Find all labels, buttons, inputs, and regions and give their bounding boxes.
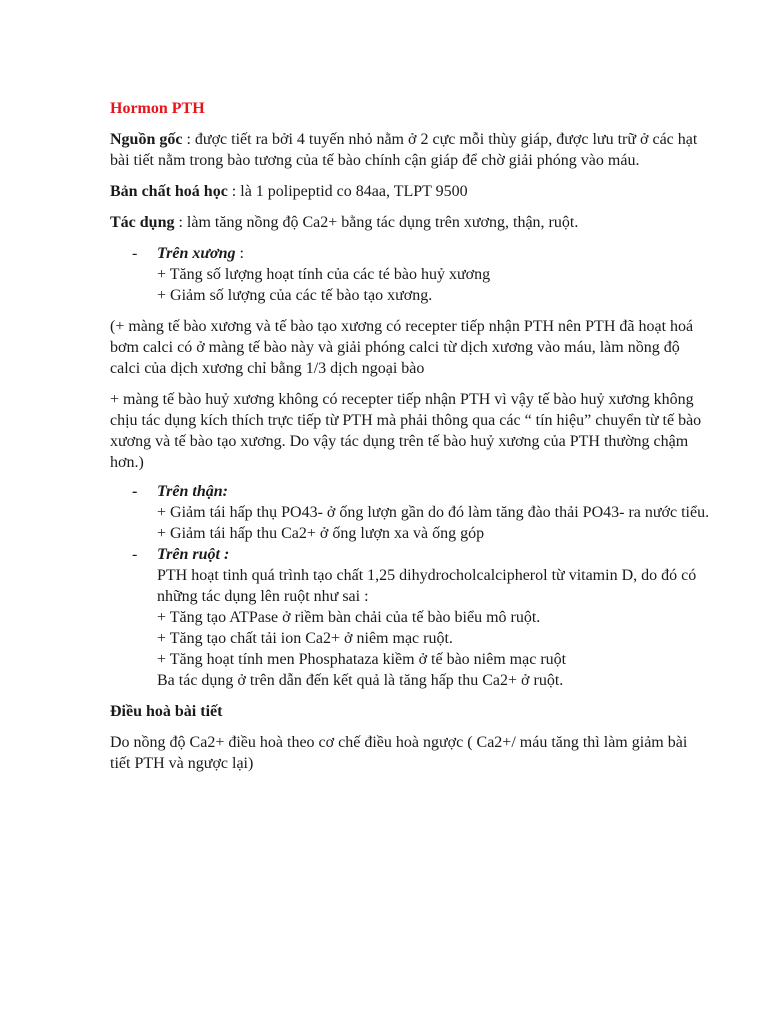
origin-label: Nguồn gốc: [110, 131, 183, 148]
kidney-line: + Giảm tái hấp thụ PO43- ở ống lượn gần do đó làm tăng đào thải PO43- ra nước tiểu.: [157, 504, 710, 521]
bone-heading-line: [157, 243, 710, 264]
kidney-intestine-section: [110, 481, 710, 691]
bone-heading-suffix: :: [235, 245, 244, 262]
effect-text: : làm tăng nồng độ Ca2+ bằng tác dụng trên xương, thận, ruột.: [174, 214, 579, 231]
document-body: [110, 98, 710, 784]
intestine-line: + Tăng tạo chất tải ion Ca2+ ở niêm mạc ruột.: [157, 630, 453, 647]
regulation-heading-paragraph: [110, 701, 710, 722]
intestine-line: + Tăng tạo ATPase ở riềm bàn chải của tế bào biểu mô ruột.: [157, 609, 541, 626]
kidney-heading: Trên thận:: [157, 483, 228, 500]
kidney-item: [110, 481, 710, 544]
intestine-line: + Tăng hoạt tính men Phosphataza kiềm ở tế bào niêm mạc ruột: [157, 651, 567, 668]
note-paragraph: (+ màng tế bào xương và tế bào tạo xương có recepter tiếp nhận PTH nên PTH đã hoạt hoá bơm calci có ở màng tế bào này và giải phóng calci từ dịch xương vào máu, làm nồng độ calci của dịch xương chỉ bằng 1/3 dịch ngoại bào: [110, 318, 694, 377]
nature-paragraph: [110, 181, 710, 202]
origin-paragraph: [110, 129, 710, 171]
bullet-dash: -: [132, 546, 138, 563]
bone-heading: Trên xương: [157, 245, 236, 262]
bone-section: [110, 243, 710, 306]
note-paragraph: + màng tế bào huỷ xương không có recepter tiếp nhận PTH vì vậy tế bào huỷ xương không chịu tác dụng kích thích trực tiếp từ PTH mà phải thông qua các “ tín hiệu” chuyển từ tế bào xương và tế bào tạo xương. Do vậy tác dụng trên tế bào huỷ xương của PTH thường chậm hơn.): [110, 391, 702, 471]
bone-line: + Giảm số lượng của các tế bào tạo xương.: [157, 287, 433, 304]
bone-item: [110, 243, 710, 306]
bullet-dash: -: [132, 245, 138, 262]
regulation-heading: Điều hoà bài tiết: [110, 703, 223, 720]
nature-label: Bản chất hoá học: [110, 183, 228, 200]
kidney-line: + Giảm tái hấp thu Ca2+ ở ống lượn xa và ống góp: [157, 525, 485, 542]
regulation-paragraph: Do nồng độ Ca2+ điều hoà theo cơ chế điều hoà ngược ( Ca2+/ máu tăng thì làm giảm bài tiết PTH và ngược lại): [110, 734, 688, 772]
intestine-line: Ba tác dụng ở trên dẫn đến kết quả là tăng hấp thu Ca2+ ở ruột.: [157, 672, 564, 689]
document-title: Hormon PTH: [110, 100, 205, 117]
bone-line: + Tăng số lượng hoạt tính của các té bào huỷ xương: [157, 266, 491, 283]
intestine-line: PTH hoạt tinh quá trình tạo chất 1,25 dihydrocholcalcipherol từ vitamin D, do đó có những tác dụng lên ruột như sai :: [157, 567, 697, 605]
nature-text: : là 1 polipeptid co 84aa, TLPT 9500: [227, 183, 468, 200]
intestine-item: [110, 544, 710, 691]
bullet-dash: -: [132, 483, 138, 500]
effect-label: Tác dụng: [110, 214, 175, 231]
origin-text: : được tiết ra bởi 4 tuyến nhỏ nằm ở 2 cực mỗi thùy giáp, được lưu trữ ở các hạt bài tiết nằm trong bào tương của tế bào chính cận giáp để chờ giải phóng vào máu.: [110, 131, 698, 169]
effect-paragraph: [110, 212, 710, 233]
intestine-heading: Trên ruột :: [157, 546, 230, 563]
